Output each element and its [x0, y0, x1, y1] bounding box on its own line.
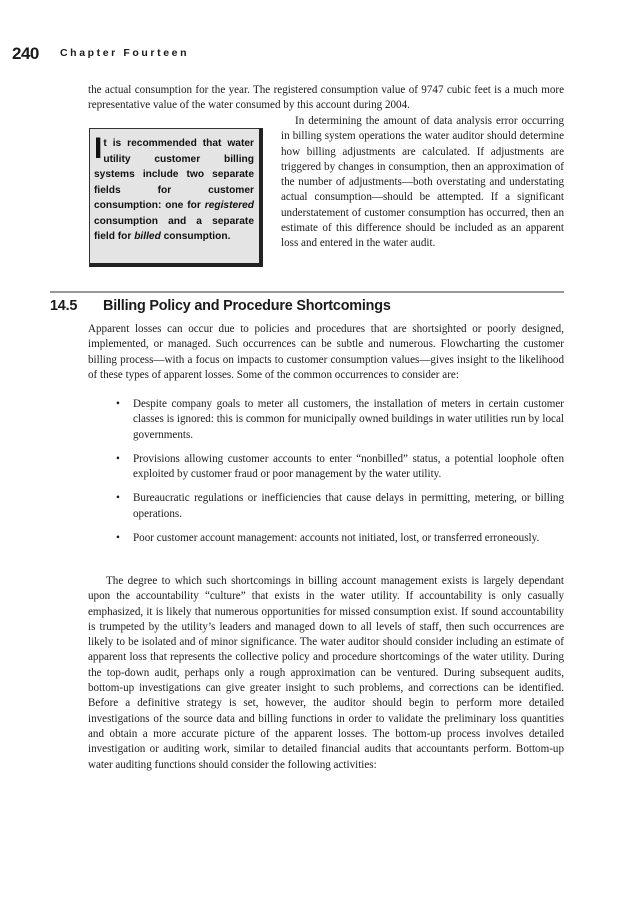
callout-emphasis-registered: registered: [204, 200, 254, 211]
section-title: Billing Policy and Procedure Shortcomings: [103, 298, 391, 314]
bullet-list: [112, 397, 564, 555]
callout-text-2: consumption and a separate field for: [94, 215, 254, 242]
bullet-icon: •: [116, 398, 120, 410]
callout-box: [89, 128, 263, 267]
callout-text-1: t is recommended that water utility customer billing systems include two separate fields for customer consumption: one for: [94, 138, 254, 211]
list-item: [112, 452, 564, 483]
section-intro-paragraph: Apparent losses can occur due to policies and procedures that are shortsighted or poorly designed, implemented, or managed. Such occurrences can be subtle and numerous. Flowcharting the customer billing process—with a focus on impacts to customer consumption values—gives insight to the likelihood of these types of apparent losses. Some of the common occurrences to consider are:: [88, 323, 564, 381]
running-header: [12, 44, 572, 66]
callout-text-3: consumption.: [160, 231, 231, 242]
bullet-icon: •: [116, 492, 120, 505]
bullet-icon: •: [116, 532, 120, 545]
list-item-text: Provisions allowing customer accounts to enter “nonbilled” status, a potential loophole often exploited by customer fraud or poor management by the water utility.: [133, 452, 564, 481]
closing-paragraph-block: [88, 574, 564, 773]
list-item: [112, 491, 564, 522]
list-item-text: Bureaucratic regulations or inefficiencies that cause delays in permitting, metering, or billing operations.: [133, 492, 564, 520]
list-item: [112, 531, 564, 546]
intro-paragraph: the actual consumption for the year. The registered consumption value of 9747 cubic feet is a much more representative value of the water consumed by this account during 2004.: [88, 84, 564, 112]
callout-emphasis-billed: billed: [134, 231, 161, 242]
side-paragraph: In determining the amount of data analysis error occurring in billing system operations the water auditor should determine how billing adjustments are calculated. If adjustments are triggered by changes in consumption, then an approximation of the number of adjustments—both overstating and understating actual consumption—should be attempted. If a significant understatement of customer consumption has occurred, then an estimate of this difference should be included as an apparent loss and entered in the water audit.: [281, 115, 564, 250]
section-heading: [50, 298, 391, 314]
list-item-text: Poor customer account management: accounts not initiated, lost, or transferred erroneously.: [133, 532, 540, 545]
list-item: [112, 397, 564, 443]
chapter-title: Chapter Fourteen: [60, 47, 190, 59]
side-paragraph-block: [281, 114, 564, 252]
page-number: 240: [12, 44, 39, 63]
section-number: 14.5: [50, 298, 78, 314]
bullet-icon: •: [116, 452, 120, 465]
intro-paragraph-block: [88, 83, 564, 114]
closing-paragraph: The degree to which such shortcomings in billing account management exists is largely dependant upon the accountability “culture” that exists in the water utility. If accountability is only casually emphasized, it is likely that numerous opportunities for missed consumption exist. If sound accountability is trumpeted by the utility’s leaders and managed down to all levels of staff, then such occurrences are likely to be isolated and of minor significance. The water auditor should consider including an estimate of apparent loss that represents the collective policy and procedure shortcomings of the water utility. During the top-down audit, perhaps only a rough approximation can be ventured. During subsequent audits, bottom-up investigations can give greater insight to such problems, and corrections can be identified. Before a definitive strategy is set, however, the auditor should begin to perform more detailed investigations of the source data and billing functions in order to validate the preliminary loss quantities and obtain a more accurate picture of the apparent losses. The bottom-up process involves detailed investigation or auditing work, similar to detailed financial audits that accountants perform. Bottom-up water auditing functions should consider the following activities:: [88, 575, 564, 771]
callout-dropcap: I: [94, 132, 103, 165]
section-divider: [50, 291, 564, 293]
section-intro-block: [88, 322, 564, 383]
list-item-text: Despite company goals to meter all customers, the installation of meters in certain customer classes is ignored: this is common for municipally owned buildings in water utilities run by local governments.: [133, 398, 564, 441]
